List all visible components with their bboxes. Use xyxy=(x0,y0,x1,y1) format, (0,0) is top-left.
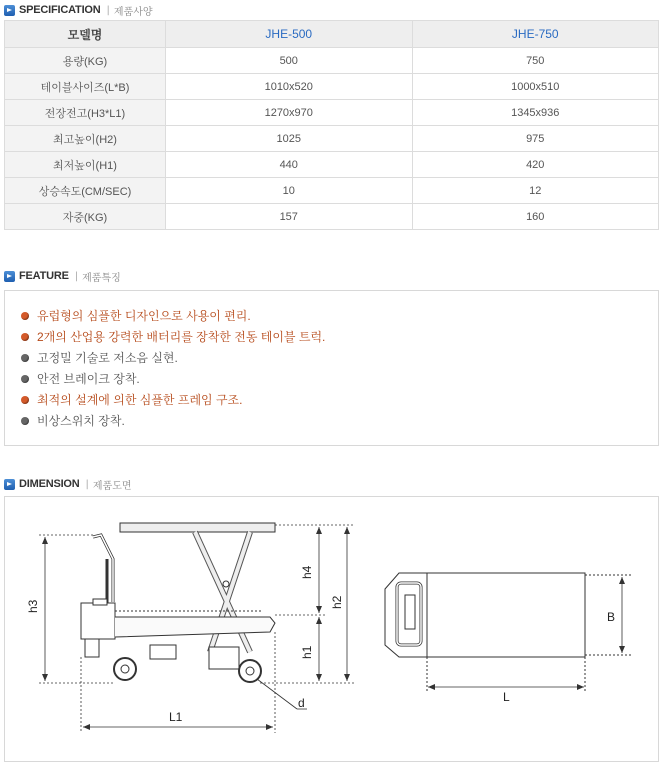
top-view-drawing xyxy=(385,573,631,693)
table-row xyxy=(5,100,659,126)
feature-text: 고정밀 기술로 저소음 실현. xyxy=(37,351,178,365)
bullet-icon xyxy=(21,333,29,341)
list-item xyxy=(21,305,658,326)
section-arrow-icon xyxy=(4,271,15,282)
list-item xyxy=(21,347,658,368)
feature-text: 유럽형의 심플한 디자인으로 사용이 편리. xyxy=(37,309,251,323)
cell-value: 157 xyxy=(166,204,413,230)
table-row xyxy=(5,178,659,204)
cell-value: 1010x520 xyxy=(166,74,413,100)
cell-value: 160 xyxy=(412,204,659,230)
table-row xyxy=(5,204,659,230)
row-label: 자중(KG) xyxy=(5,204,166,230)
model-name-1: JHE-500 xyxy=(166,21,413,48)
label-d: d xyxy=(298,696,305,710)
bullet-icon xyxy=(21,354,29,362)
list-item xyxy=(21,410,658,431)
cell-value: 500 xyxy=(166,48,413,74)
feature-title: FEATURE xyxy=(19,270,69,282)
spec-subtitle: 제품사양 xyxy=(113,6,153,18)
model-header-label: 모델명 xyxy=(5,21,166,48)
cell-value: 1270x970 xyxy=(166,100,413,126)
cell-value: 12 xyxy=(412,178,659,204)
model-name-2: JHE-750 xyxy=(412,21,659,48)
dimension-drawing-box xyxy=(4,496,659,762)
dimension-subtitle: 제품도면 xyxy=(92,480,132,492)
row-label: 최고높이(H2) xyxy=(5,126,166,152)
cell-value: 1000x510 xyxy=(412,74,659,100)
label-h1: h1 xyxy=(300,645,314,659)
row-label: 전장전고(H3*L1) xyxy=(5,100,166,126)
row-label: 용량(KG) xyxy=(5,48,166,74)
spec-header-row xyxy=(5,21,659,48)
spec-section-header xyxy=(4,2,153,18)
label-B: B xyxy=(607,610,616,624)
feature-list xyxy=(5,291,658,431)
title-separator: | xyxy=(106,4,110,16)
label-L: L xyxy=(503,690,510,704)
row-label: 최저높이(H1) xyxy=(5,152,166,178)
feature-section-header xyxy=(4,268,121,284)
dimension-title: DIMENSION xyxy=(19,478,80,490)
cell-value: 440 xyxy=(166,152,413,178)
spec-title: SPECIFICATION xyxy=(19,4,101,16)
feature-box xyxy=(4,290,659,446)
label-h2: h2 xyxy=(330,595,344,609)
row-label: 상승속도(CM/SEC) xyxy=(5,178,166,204)
list-item xyxy=(21,389,658,410)
cell-value: 420 xyxy=(412,152,659,178)
cell-value: 1025 xyxy=(166,126,413,152)
spec-table xyxy=(4,20,659,230)
cell-value: 750 xyxy=(412,48,659,74)
label-h3: h3 xyxy=(26,599,40,613)
feature-text: 최적의 설계에 의한 심플한 프레임 구조. xyxy=(37,393,243,407)
table-row xyxy=(5,74,659,100)
table-row xyxy=(5,48,659,74)
section-arrow-icon xyxy=(4,5,15,16)
row-label: 테이블사이즈(L*B) xyxy=(5,74,166,100)
feature-text: 2개의 산업용 강력한 배터리를 장착한 전동 테이블 트럭. xyxy=(37,330,326,344)
feature-subtitle: 제품특징 xyxy=(82,272,121,284)
section-arrow-icon xyxy=(4,479,15,490)
feature-text: 안전 브레이크 장착. xyxy=(37,372,140,386)
title-separator: | xyxy=(74,270,79,282)
list-item xyxy=(21,326,658,347)
cell-value: 1345x936 xyxy=(412,100,659,126)
table-row xyxy=(5,152,659,178)
table-row xyxy=(5,126,659,152)
side-view-drawing xyxy=(81,523,275,682)
bullet-icon xyxy=(21,375,29,383)
bullet-icon xyxy=(21,396,29,404)
title-separator: | xyxy=(85,478,89,490)
list-item xyxy=(21,368,658,389)
feature-text: 비상스위치 장착. xyxy=(37,414,125,428)
bullet-icon xyxy=(21,417,29,425)
label-L1: L1 xyxy=(169,710,183,724)
cell-value: 10 xyxy=(166,178,413,204)
dimension-section-header xyxy=(4,476,132,492)
dimension-drawing xyxy=(5,497,658,761)
label-h4: h4 xyxy=(300,565,314,579)
bullet-icon xyxy=(21,312,29,320)
cell-value: 975 xyxy=(412,126,659,152)
